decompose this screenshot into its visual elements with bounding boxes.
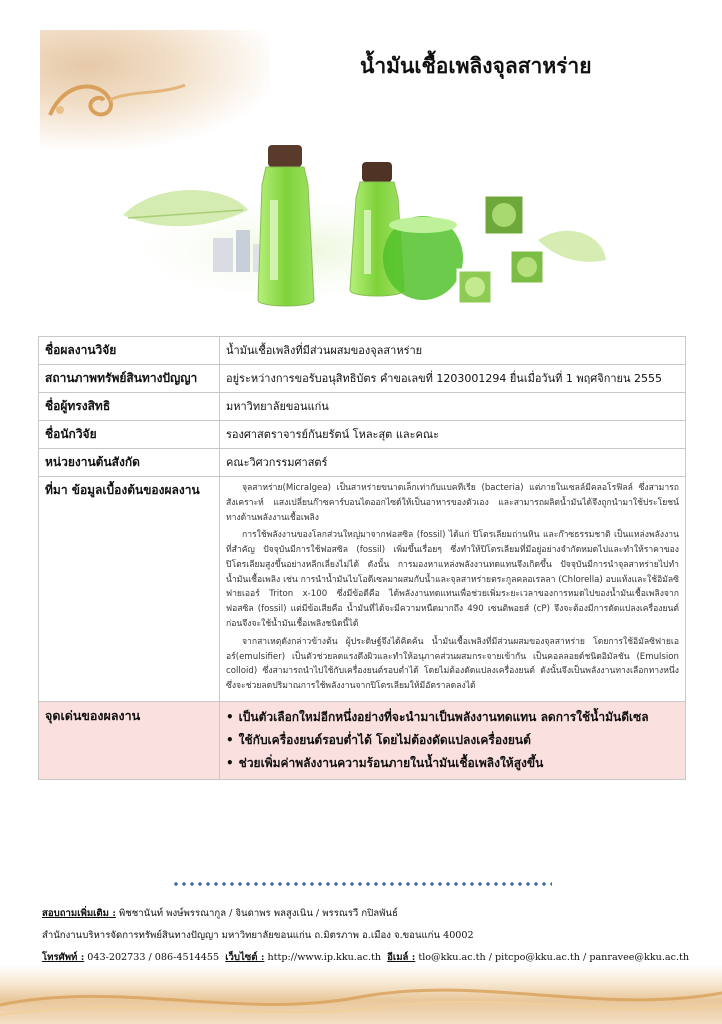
unit-value: คณะวิศวกรรมศาสตร์ — [220, 449, 686, 477]
background-text — [220, 477, 686, 702]
research-info-table — [38, 336, 686, 780]
gold-scroll-ornament-icon — [40, 70, 190, 130]
project-name-label: ชื่อผลงานวิจัย — [39, 337, 220, 365]
owner-label: ชื่อผู้ทรงสิทธิ — [39, 393, 220, 421]
background-label: ที่มา ข้อมูลเบื้องต้นของผลงาน — [39, 477, 220, 702]
highlight-item: • ช่วยเพิ่มค่าพลังงานความร้อนภายในน้ำมันเชื้อเพลิงให้สูงขึ้น — [226, 752, 679, 775]
ip-status-label: สถานภาพทรัพย์สินทางปัญญา — [39, 365, 220, 393]
highlights-list — [226, 706, 679, 775]
highlight-item: • เป็นตัวเลือกใหม่อีกหนึ่งอย่างที่จะนำมาเป็นพลังงานทดแทน ลดการใช้น้ำมันดีเซล — [226, 706, 679, 729]
inquiry-names: พิชชานันท์ พงษ์พรรณากูล / จินดาพร พลสูงเนิน / พรรณรวี กปิลพันธ์ — [115, 908, 398, 919]
highlight-item: • ใช้กับเครื่องยนต์รอบต่ำได้ โดยไม่ต้องดัดแปลงเครื่องยนต์ — [226, 729, 679, 752]
algae-bottles-illustration — [118, 140, 608, 315]
highlights-cell — [220, 701, 686, 779]
background-paragraph: การใช้พลังงานของโลกส่วนใหญ่มาจากฟอสซิล (fossil) ได้แก่ ปิโตรเลียมถ่านหิน และก๊าซธรรมชาติ เป็นแหล่งพลังงานที่สำคัญ ปัจจุบันมีการใช้ฟอสซิล (fossil) เพิ่มขึ้นเรื่อยๆ ซึ่งทำให้ปิโตรเลียมที่มีอยู่อย่างจำกัดหมดไปและทำให้ราคาของปิโตรเลียมสูงขึ้นอย่างหลีกเลี่ยงไม่ได้ ดังนั้น การมองหาแหล่งพลังงานทดแทนจึงเกิดขึ้น ปัจจุบันมีการนำจุลสาหร่ายไปทำน้ำมันเชื้อเพลิง เช่น การนำน้ำมันไบโอดีเซลมาผสมกับน้ำและจุลสาหร่ายตระกูลคลอเรลลา (Chlorella) อบแห้งและใช้อิมัลซิฟายเออร์ Triton x-100 ซึ่งมีข้อดีคือ ได้พลังงานทดแทนเพื่อช่วยเพิ่มระยะเวลาของการหมดไปของน้ำมันเชื้อเพลิงจากฟอสซิล (fossil) แต่มีข้อเสียคือ น้ำมันที่ได้จะมีความหนืดมากถึง 490 เซนติพอยส์ (cP) จึงจะต้องมีการดัดแปลงเครื่องยนต์ก่อนจึงจะใช้น้ำมันเชื้อเพลิงชนิดนี้ได้ — [226, 530, 679, 630]
inquiry-line — [42, 903, 682, 925]
inquiry-label: สอบถามเพิ่มเติม : — [42, 908, 116, 919]
background-paragraph: จุลสาหร่าย(Micralgea) เป็นสาหร่ายขนาดเล็กเท่ากับแบคทีเรีย (bacteria) แต่ภายในเซลล์มีคลอโรฟิลล์ ซึ่งสามารถสังเคราะห์ แสงเปลี่ยนก๊าซคาร์บอนไดออกไซด์ให้เป็นอาหารของตัวเอง และสามารถผลิตน้ำมันได้จึงถูกนำมาใช้ประโยชน์ทางด้านพลังงานเชื้อเพลิง — [226, 483, 679, 523]
ip-status-value: อยู่ระหว่างการขอรับอนุสิทธิบัตร คำขอเลขที่ 1203001294 ยื่นเมื่อวันที่ 1 พฤศจิกายน 2555 — [220, 365, 686, 393]
table-row — [39, 337, 686, 365]
email-link[interactable]: tlo@kku.ac.th / pitcpo@kku.ac.th / panravee@kku.ac.th — [415, 952, 690, 963]
table-row — [39, 365, 686, 393]
owner-value: มหาวิทยาลัยขอนแก่น — [220, 393, 686, 421]
website-link[interactable]: http://www.ip.kku.ac.th — [264, 952, 382, 963]
table-row — [39, 449, 686, 477]
office-address: สำนักงานบริหารจัดการทรัพย์สินทางปัญญา มหาวิทยาลัยขอนแก่น ถ.มิตรภาพ อ.เมือง จ.ขอนแก่น 40002 — [42, 930, 474, 941]
website-label: เว็บไซต์ : — [225, 952, 265, 963]
highlights-label: จุดเด่นของผลงาน — [39, 701, 220, 779]
table-row — [39, 477, 686, 702]
gold-wave-ornament-icon — [0, 975, 722, 1024]
page-title: น้ำมันเชื้อเพลิงจุลสาหร่าย — [360, 53, 592, 78]
table-row — [39, 421, 686, 449]
phone-label: โทรศัพท์ : — [42, 952, 85, 963]
contact-block — [42, 903, 690, 969]
dotted-divider — [172, 880, 552, 888]
background-paragraph: จากสาเหตุดังกล่าวข้างต้น ผู้ประดิษฐ์จึงได้คิดค้น น้ำมันเชื้อเพลิงที่มีส่วนผสมของจุลสาหร่าย โดยการใช้อิมัลซิฟายเออร์(emulsifier) เป็นตัวช่วยลดแรงตึงผิวและทำให้อนุภาคส่วนผสมกระจายเข้ากัน เป็นคอลลอยด์ชนิดอิมัลชัน (Emulsion colloid) ซึ่งสามารถนำไปใช้กับเครื่องยนต์รอบต่ำได้ โดยไม่ต้องดัดแปลงเครื่องยนต์ ดังนั้นจึงเป็นพลังงานทางเลือกทางหนึ่งซึ่งจะช่วยลดปริมาณการใช้พลังงานจากปิโตรเลียมให้มีอัตราลดลงได้ — [226, 636, 679, 692]
researcher-label: ชื่อนักวิจัย — [39, 421, 220, 449]
table-row — [39, 393, 686, 421]
project-name-value: น้ำมันเชื้อเพลิงที่มีส่วนผสมของจุลสาหร่าย — [220, 337, 686, 365]
researcher-value: รองศาสตราจารย์กันยรัตน์ โหละสุต และคณะ — [220, 421, 686, 449]
unit-label: หน่วยงานต้นสังกัด — [39, 449, 220, 477]
phone-value: 043-202733 / 086-4514455 — [84, 952, 220, 963]
table-row — [39, 701, 686, 779]
email-label: อีเมล์ : — [387, 952, 416, 963]
